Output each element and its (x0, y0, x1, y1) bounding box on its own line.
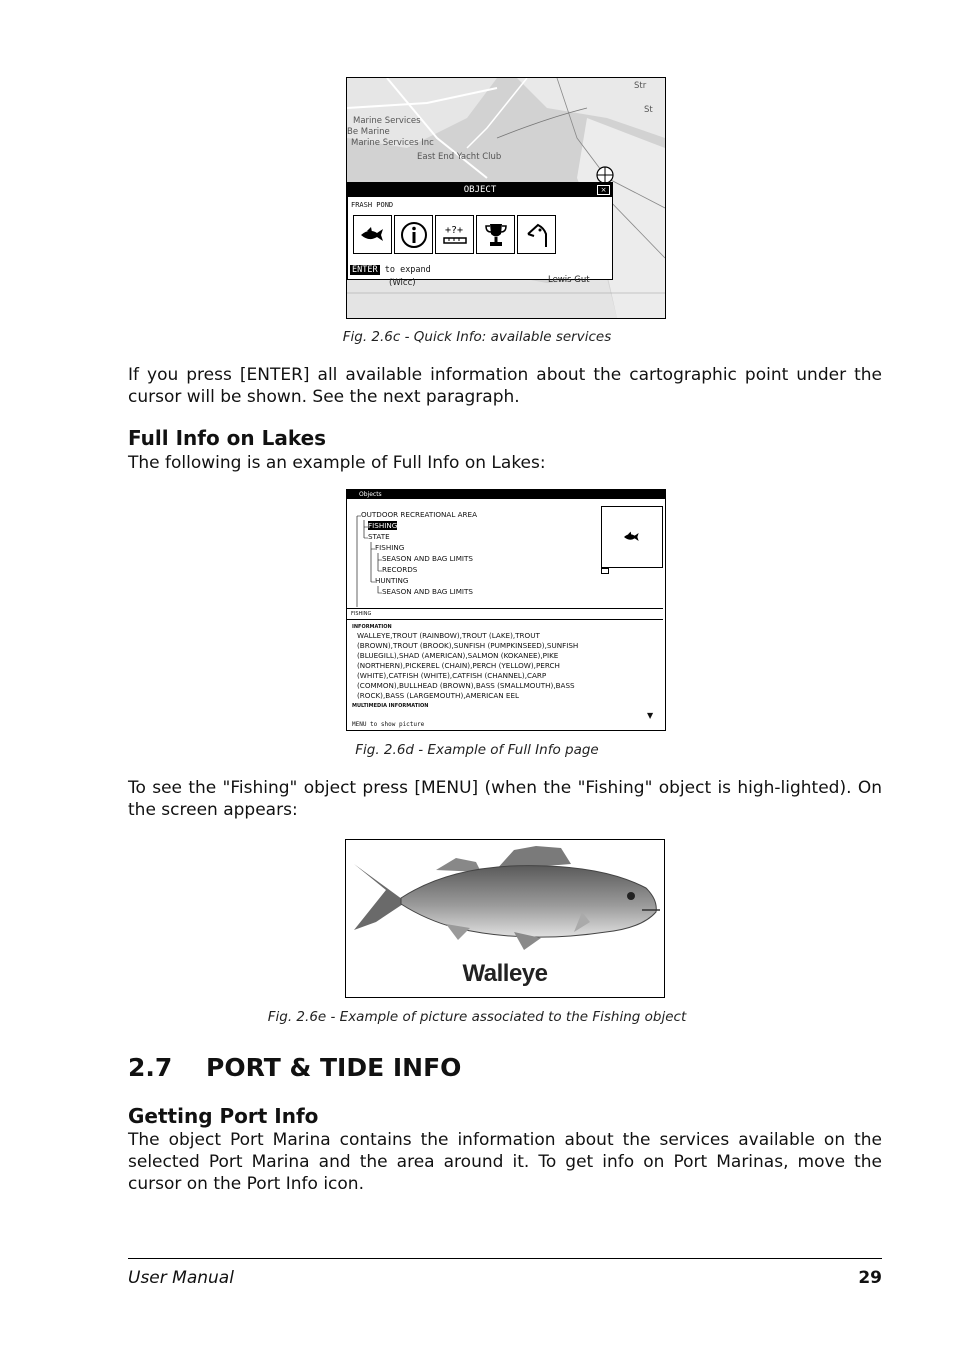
figure-caption: Fig. 2.6c - Quick Info: available services (342, 329, 612, 345)
enter-key: ENTER (352, 265, 378, 275)
footer-title: User Manual (128, 1268, 234, 1288)
tree-item[interactable]: OUTDOOR RECREATIONAL AREA (361, 510, 478, 519)
info-line: (BLUEGILL),SHAD (AMERICAN),SALMON (KOKANEE),PIKE (357, 651, 559, 660)
figure-caption: Fig. 2.6e - Example of picture associated to the Fishing object (267, 1009, 687, 1025)
section-number: 2.7 (128, 1053, 173, 1082)
tree-item[interactable]: HUNTING (375, 576, 409, 585)
tree-item[interactable]: STATE (368, 532, 390, 541)
heading-port-info: Getting Port Info (128, 1104, 319, 1128)
info-line: (NORTHERN),PICKEREL (CHAIN),PERCH (YELLOW),PERCH (357, 661, 560, 670)
close-icon[interactable]: × (597, 185, 610, 195)
paragraph: The following is an example of Full Info on Lakes: (128, 453, 546, 473)
multimedia-header: MULTIMEDIA INFORMATION (352, 703, 429, 709)
footer-rule (128, 1258, 882, 1259)
map-label: Marine Services Inc (351, 138, 434, 148)
info-line: (ROCK),BASS (LARGEMOUTH),AMERICAN EEL (357, 691, 519, 700)
paragraph: To see the "Fishing" object press [MENU] (when the "Fishing" object is high-lighted). On the screen appears: (128, 778, 882, 820)
service-icon-row (353, 215, 556, 254)
popup-title: OBJECT (348, 183, 612, 197)
hunting-icon[interactable] (517, 215, 556, 254)
info-line: (WHITE),CATFISH (WHITE),CATFISH (CHANNEL),CARP (357, 671, 547, 680)
figure-caption: Fig. 2.6d - Example of Full Info page (355, 742, 599, 758)
fish-icon (622, 531, 642, 543)
objects-title: Objects (347, 490, 665, 499)
info-line: (COMMON),BULLHEAD (BROWN),BASS (SMALLMOUTH),BASS (357, 681, 575, 690)
tree-item-label: FISHING (368, 521, 398, 530)
heading-full-info: Full Info on Lakes (128, 426, 327, 450)
map-label: East End Yacht Club (417, 152, 502, 162)
object-popup (347, 182, 613, 280)
fish-picture-figure (345, 839, 665, 998)
enter-hint-text: to expand (384, 265, 431, 275)
info-line: WALLEYE,TROUT (RAINBOW),TROUT (LAKE),TROUT (357, 631, 540, 640)
menu-hint: MENU to show picture (352, 721, 425, 728)
trophy-icon[interactable] (476, 215, 515, 254)
paragraph: The object Port Marina contains the information about the services available on the selected Port Marina and the area around it. To get info on Port Marinas, move the cursor on the Port Info icon. (128, 1130, 882, 1194)
info-line: (BROWN),TROUT (BROOK),SUNFISH (PUMPKINSEED),SUNFISH (357, 641, 579, 650)
info-header: INFORMATION (352, 624, 392, 630)
info-icon[interactable] (394, 215, 433, 254)
full-info-figure (346, 489, 666, 731)
section-heading (128, 1053, 461, 1082)
fish-icon[interactable] (353, 215, 392, 254)
tree-item[interactable]: RECORDS (382, 565, 418, 574)
fish-name: Walleye (462, 960, 548, 987)
tree-item[interactable]: FISHING (375, 543, 405, 552)
map-label: St (644, 105, 653, 115)
map-label: Str (634, 81, 647, 91)
tree-item-selected[interactable] (368, 521, 397, 530)
quick-info-figure (346, 77, 666, 319)
page-number: 29 (858, 1268, 882, 1288)
map-label: Lewis Gut (548, 275, 590, 285)
enter-hint (350, 265, 431, 275)
tree-item[interactable]: SEASON AND BAG LIMITS (382, 554, 473, 563)
preview-box (601, 506, 663, 568)
object-name: FRASH POND (351, 201, 394, 209)
paragraph: If you press [ENTER] all available information about the cartographic point under the cursor will be shown. See the next paragraph. (128, 365, 882, 407)
map-label: Marine Services (353, 116, 421, 126)
selected-object-bar (347, 608, 663, 619)
tree-item[interactable]: SEASON AND BAG LIMITS (382, 587, 473, 596)
svg-text:+?+: +?+ (444, 224, 463, 236)
section-title: PORT & TIDE INFO (206, 1053, 462, 1082)
scroll-down-icon[interactable]: ▼ (647, 711, 654, 720)
selected-object-label: FISHING (351, 611, 372, 617)
map-label: (Wicc) (389, 278, 416, 288)
measure-icon[interactable] (435, 215, 474, 254)
info-text (357, 631, 647, 701)
info-divider (347, 619, 663, 620)
walleye-image (346, 840, 664, 960)
map-label: Be Marine (347, 127, 390, 137)
camera-icon (601, 568, 609, 574)
